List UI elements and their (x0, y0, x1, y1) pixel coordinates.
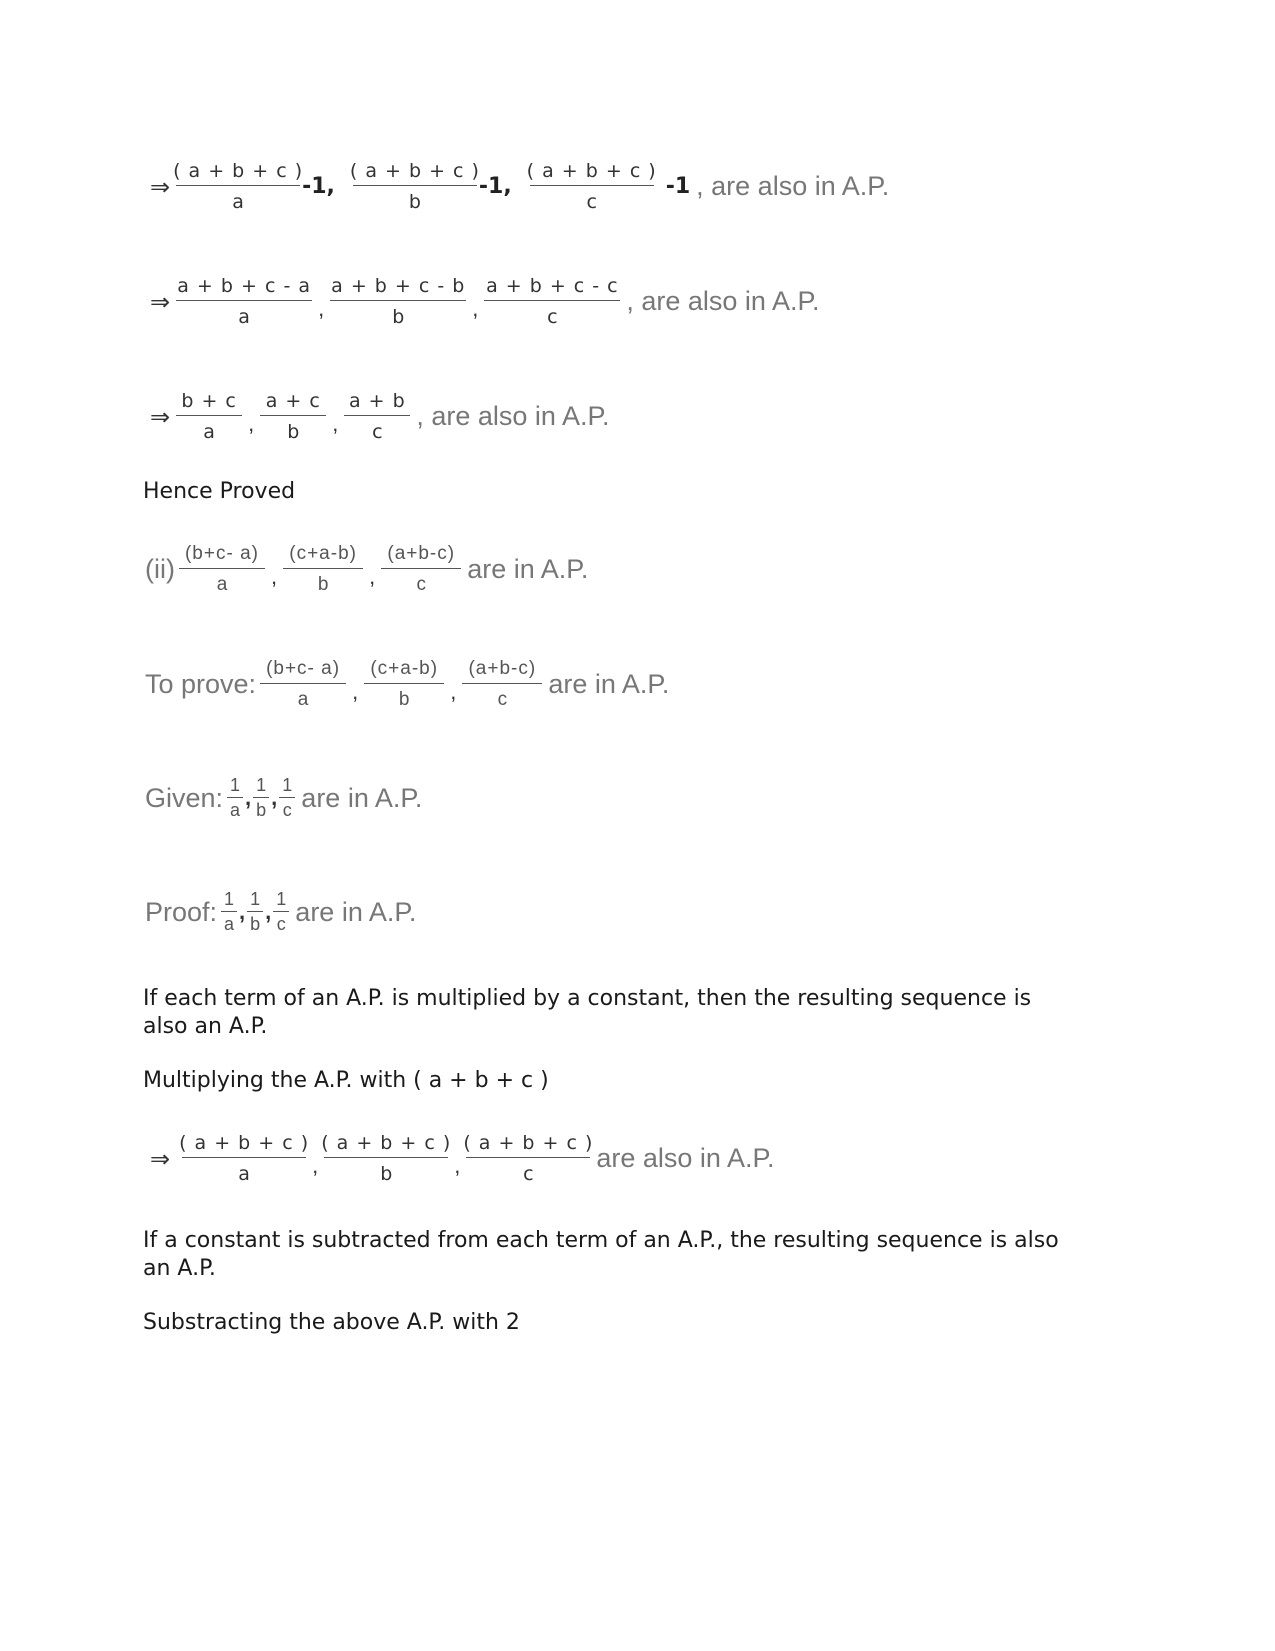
equation-text: , are also in A.P. (696, 171, 890, 201)
equation-6 (145, 775, 422, 821)
implies-arrow: ⇒ (150, 1144, 171, 1173)
fraction: $\frac{1}{b}$ (253, 775, 269, 821)
fraction: $\frac{( a + b + c )}{a}$ (179, 1132, 310, 1185)
fraction: $\frac{1}{c}$ (279, 775, 295, 821)
fraction: $\frac{( a + b + c )}{b}$ (321, 1132, 452, 1185)
comma: , (245, 785, 252, 810)
minus-one: -1, (478, 174, 512, 199)
comma: , (472, 296, 479, 321)
paragraph-subtract-rule: If a constant is subtracted from each term of an A.P., the resulting sequence is also an A.P. (143, 1228, 1059, 1281)
implies-arrow: ⇒ (150, 287, 171, 316)
fraction: $\frac{(c+a-b)}{b}$ (364, 658, 444, 711)
fraction: $\frac{(a+b-c)}{c}$ (381, 543, 461, 596)
fraction: $\frac{(c+a-b)}{b}$ (283, 543, 363, 596)
fraction: $\frac{1}{c}$ (273, 889, 289, 935)
fraction: $\frac{(a+b-c)}{c}$ (462, 658, 542, 711)
fraction: $\frac{( a + b + c )}{b}$ (349, 160, 480, 213)
fraction: $\frac{a + c}{b}$ (260, 390, 326, 443)
minus-one: -1 (665, 174, 691, 199)
fraction: $\frac{a + b}{c}$ (344, 390, 410, 443)
fraction: $\frac{( a + b + c )}{c}$ (526, 160, 657, 213)
implies-arrow: ⇒ (150, 402, 171, 431)
equation-2 (150, 275, 820, 328)
equation-5 (145, 658, 669, 711)
equation-text: , are also in A.P. (416, 401, 610, 431)
equation-text: are in A.P. (295, 896, 417, 927)
equation-lead: Given: (145, 782, 224, 813)
comma: , (248, 411, 255, 436)
comma: , (271, 785, 278, 810)
comma: , (312, 1153, 319, 1178)
fraction: $\frac{( a + b + c )}{c}$ (463, 1132, 594, 1185)
equation-4 (145, 543, 588, 596)
paragraph-multiplying: Multiplying the A.P. with ( a + b + c ) (143, 1068, 549, 1093)
fraction: $\frac{(b+c- a)}{a}$ (260, 658, 346, 711)
fraction: $\frac{1}{a}$ (221, 889, 237, 935)
equation-text: are in A.P. (548, 669, 670, 699)
comma: , (265, 899, 272, 924)
paragraph-subtracting: Substracting the above A.P. with 2 (143, 1310, 520, 1335)
equation-lead: Proof: (145, 896, 218, 927)
fraction: $\frac{(b+c- a)}{a}$ (179, 543, 265, 596)
fraction: $\frac{b + c}{a}$ (176, 390, 242, 443)
fraction: $\frac{a + b + c - b}{b}$ (331, 275, 466, 328)
equation-1 (150, 160, 889, 213)
equation-lead: To prove: (145, 669, 257, 699)
fraction: $\frac{1}{b}$ (247, 889, 263, 935)
fraction: $\frac{( a + b + c )}{a}$ (173, 160, 304, 213)
comma: , (239, 899, 246, 924)
comma: , (352, 679, 359, 704)
equation-text: are also in A.P. (596, 1143, 775, 1173)
implies-arrow: ⇒ (150, 172, 171, 201)
comma: , (369, 564, 376, 589)
comma: , (332, 411, 339, 436)
comma: , (454, 1153, 461, 1178)
fraction: $\frac{1}{a}$ (227, 775, 243, 821)
paragraph-multiply-rule: If each term of an A.P. is multiplied by a constant, then the resulting sequence is also an A.P. (143, 986, 1032, 1039)
hence-proved: Hence Proved (143, 479, 296, 504)
equation-text: , are also in A.P. (626, 286, 820, 316)
equation-text: are in A.P. (301, 782, 423, 813)
equation-3 (150, 390, 610, 443)
equation-lead: (ii) (145, 554, 175, 584)
equation-8 (150, 1132, 774, 1185)
equation-7 (145, 889, 416, 935)
fraction: $\frac{a + b + c - a}{a}$ (177, 275, 311, 328)
equation-text: are in A.P. (467, 554, 589, 584)
comma: , (318, 296, 325, 321)
comma: , (270, 564, 278, 589)
fraction: $\frac{a + b + c - c}{c}$ (486, 275, 619, 328)
comma: , (450, 679, 457, 704)
minus-one: -1, (302, 174, 335, 199)
